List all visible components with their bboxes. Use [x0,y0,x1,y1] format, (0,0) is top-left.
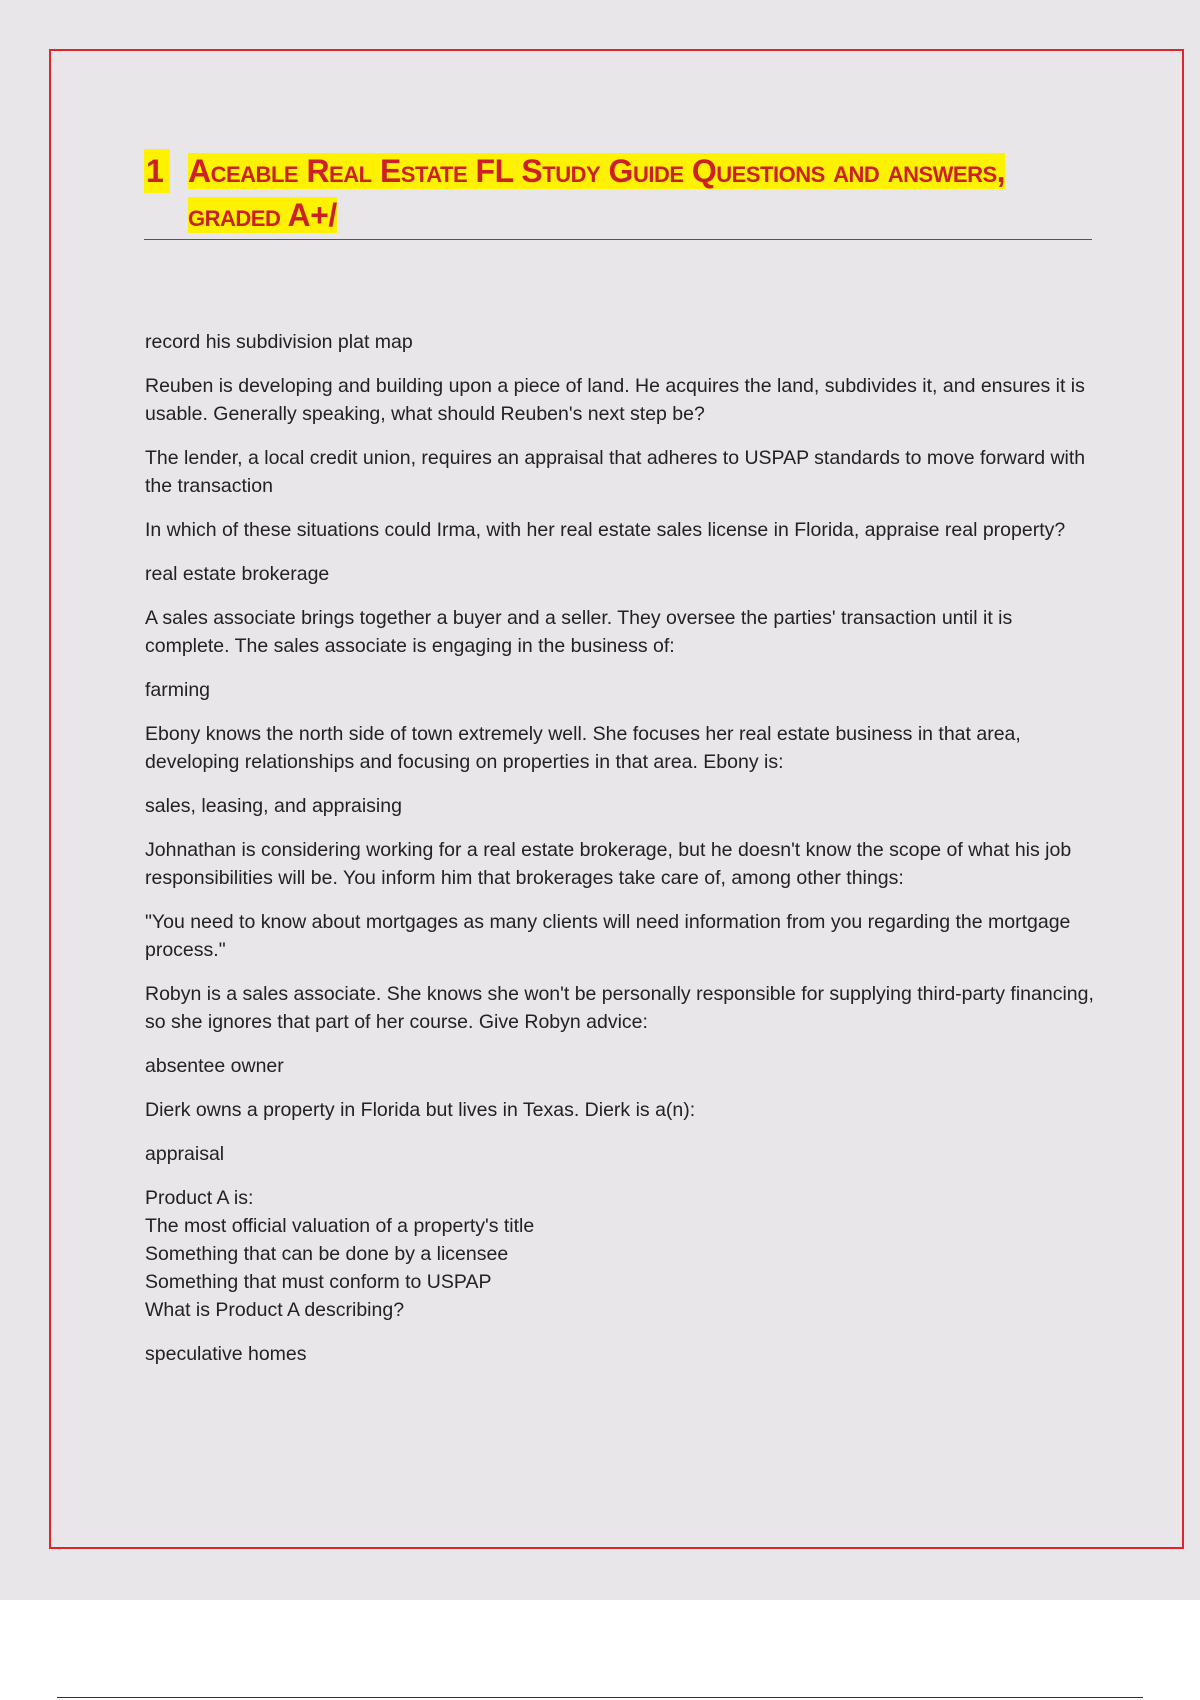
question-line: Product A is: [145,1187,254,1209]
footer-divider [57,1697,1143,1698]
product-a-question [145,1184,1095,1324]
answer-text: appraisal [145,1143,225,1165]
answer-text: farming [145,679,211,701]
answer-text: speculative homes [145,1343,307,1365]
heading-number: 1 [144,149,170,193]
question-text: Ebony knows the north side of town extremely well. She focuses her real estate business in that area, developing relationships and focusing on properties in that area. Ebony is: [145,723,1021,773]
question-line: Something that must conform to USPAP [145,1271,492,1293]
question-line: What is Product A describing? [145,1299,405,1321]
question-text: Johnathan is considering working for a real estate brokerage, but he doesn't know the scope of what his job responsibilities will be. You inform him that brokerages take care of, among other things: [145,839,1072,889]
question-text: Robyn is a sales associate. She knows she won't be personally responsible for supplying third-party financing, so she ignores that part of her course. Give Robyn advice: [145,983,1094,1033]
answer-text: real estate brokerage [145,563,330,585]
answer-text: "You need to know about mortgages as many clients will need information from you regarding the mortgage process." [145,911,1071,961]
study-guide-content [145,328,1095,1384]
document-heading [144,143,1092,240]
question-text: In which of these situations could Irma, with her real estate sales license in Florida, appraise real property? [145,519,1066,541]
answer-text: absentee owner [145,1055,284,1077]
answer-text: sales, leasing, and appraising [145,795,402,817]
question-line: The most official valuation of a property's title [145,1215,535,1237]
question-text: A sales associate brings together a buyer and a seller. They oversee the parties' transaction until it is complete. The sales associate is engaging in the business of: [145,607,1013,657]
answer-text: The lender, a local credit union, requires an appraisal that adheres to USPAP standards to move forward with the transaction [145,447,1086,497]
question-line: Something that can be done by a licensee [145,1243,509,1265]
answer-text: record his subdivision plat map [145,331,413,353]
question-text: Dierk owns a property in Florida but lives in Texas. Dierk is a(n): [145,1099,696,1121]
heading-title: Aceable Real Estate FL Study Guide Questions and answers, graded A+/ [188,153,1006,233]
question-text: Reuben is developing and building upon a piece of land. He acquires the land, subdivides it, and ensures it is usable. Generally speaking, what should Reuben's next step be? [145,375,1085,425]
